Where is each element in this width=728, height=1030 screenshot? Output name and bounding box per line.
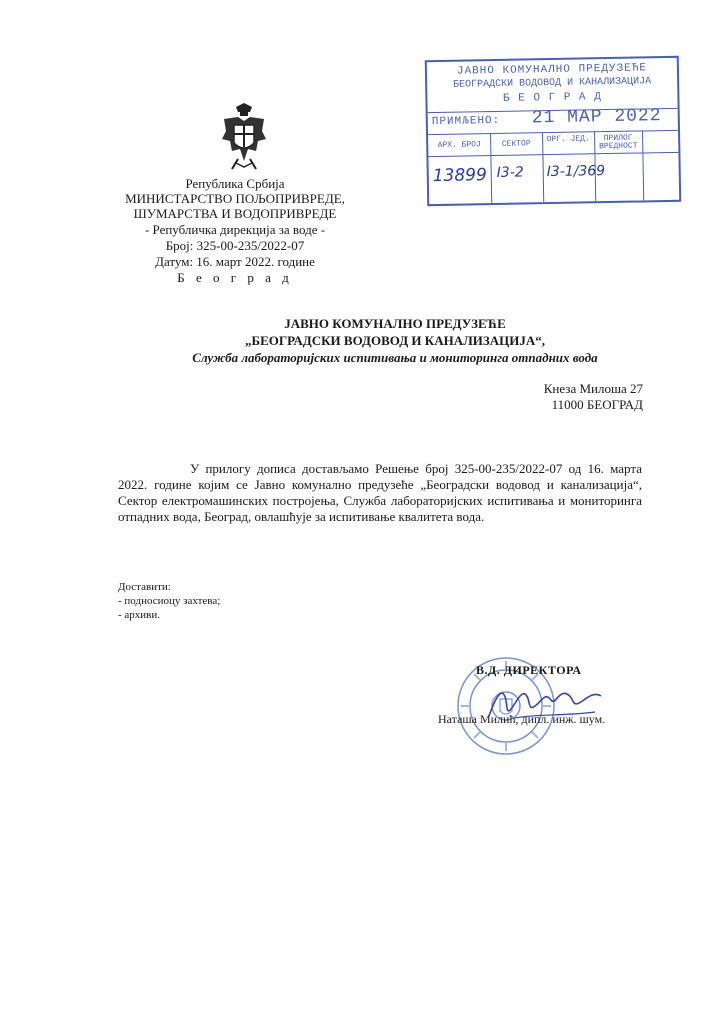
stamp-received-label: ПРИМЉЕНО: [431, 114, 501, 129]
addressee-street: Кнеза Милоша 27 [543, 381, 643, 396]
addressee-line2: „БЕОГРАДСКИ ВОДОВОД И КАНАЛИЗАЦИЈА“, [244, 333, 546, 348]
ministry-name-line1: МИНИСТАРСТВО ПОЉОПРИВРЕДЕ, [125, 191, 345, 206]
stamp-col-attach: ПРИЛОГ ВРЕДНОСТ [598, 133, 638, 152]
signature-title: В.Д. ДИРЕКТОРА [476, 663, 582, 677]
delivery-item-applicant: - подносиоцу захтева; [118, 595, 221, 607]
stamp-org-line2: БЕОГРАДСКИ ВОДОВОД И КАНАЛИЗАЦИЈА [453, 76, 652, 91]
stamp-col-archive: АРХ. БРОЈ [437, 140, 481, 151]
received-stamp [425, 56, 682, 206]
ministry-name-line2: ШУМАРСТВА И ВОДОПРИВРЕДЕ [133, 206, 337, 221]
stamp-col-sector: СЕКТОР [501, 139, 531, 149]
delivery-item-archive: - архиви. [118, 609, 161, 621]
stamp-org-line1: ЈАВНО КОМУНАЛНО ПРЕДУЗЕЋЕ [456, 62, 648, 78]
addressee-line3: Служба лабораторијских испитивања и мониторинга отпадних вода [192, 350, 598, 365]
stamp-hw-org: I3-1/369 [546, 163, 606, 181]
stamp-org-line3: Б Е О Г Р А Д [502, 91, 602, 105]
delivery-label: Доставити: [118, 581, 171, 593]
country-name: Република Србија [185, 176, 285, 191]
directorate-name: - Републичка дирекција за воде - [144, 222, 326, 237]
stamp-received-date: 21 МАР 2022 [531, 106, 662, 129]
stamp-hw-sector: I3-2 [496, 164, 524, 181]
coat-of-arms-icon [218, 103, 270, 173]
issuing-city: Б е о г р а д [177, 270, 293, 285]
signatory-name: Наташа Милић, дипл. инж. шум. [438, 712, 606, 726]
document-date: Датум: 16. март 2022. године [155, 254, 315, 269]
body-paragraph: У прилогу дописа достављамо Решење број 325-00-235/2022-07 од 16. марта 2022. године којим се Јавно комунално предузеће „Београдски водовод и канализација“, Сектор електромашинских постројења, Служба лабораторијских испитивања и мониторинга отпадних вода, Београд, овлашћује за испитивање квалитета вода. [118, 461, 642, 524]
addressee-line1: ЈАВНО КОМУНАЛНО ПРЕДУЗЕЋЕ [284, 316, 506, 331]
stamp-col-org: ОРГ. ЈЕД. [546, 134, 590, 145]
reference-number: Број: 325-00-235/2022-07 [165, 238, 305, 253]
addressee-city: 11000 БЕОГРАД [551, 397, 643, 412]
stamp-hw-archive: 13899 [432, 165, 488, 187]
